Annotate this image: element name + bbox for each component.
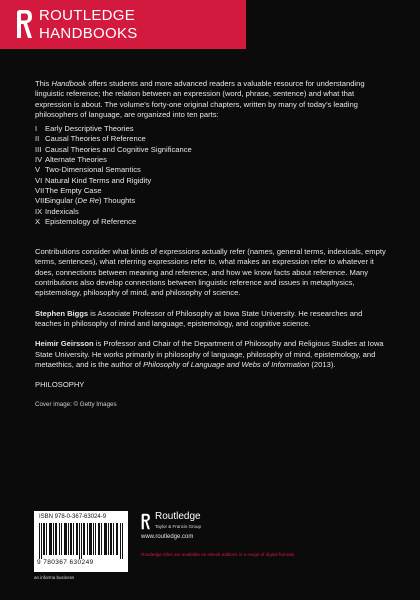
list-item: II Causal Theories of Reference	[35, 134, 146, 144]
parts-list	[35, 124, 390, 227]
series-banner	[0, 0, 246, 49]
publisher-url: www.routledge.com	[141, 534, 194, 540]
routledge-r-logo-icon	[140, 513, 151, 530]
contributions-paragraph: Contributions consider what kinds of expressions actually refer (names, general terms, indexicals, empty terms, sentences), what referring expressions refer to, what makes an expression refer to whatever it does, connections between meaning and reference, and how we know facts about reference. Many contributions also develop connections between linguistic reference and issues in metaphysics, epistemology, philosophy of mind, and philosophy of science.	[35, 247, 386, 298]
list-item: IX Indexicals	[35, 206, 79, 216]
isbn-label: ISBN 978-0-367-63024-9	[39, 514, 107, 520]
list-item: VI Natural Kind Terms and Rigidity	[35, 175, 152, 185]
barcode-icon	[39, 523, 123, 559]
brand-line2: HANDBOOKS	[39, 25, 138, 42]
publisher-name: Routledge	[155, 511, 201, 522]
routledge-r-logo-icon	[14, 9, 34, 39]
blurb	[35, 79, 390, 411]
list-item: V Two-Dimensional Semantics	[35, 165, 141, 175]
ebook-note: Routledge titles are available as eBook editions in a range of digital formats	[141, 552, 295, 557]
informa-tagline: an informa business	[34, 575, 75, 580]
intro-paragraph: This Handbook offers students and more advanced readers a valuable resource for understanding linguistic reference; the relation between an expression (word, phrase, sentence) and what that expression is about. The volume’s forty-one original chapters, written by many of today’s leading philosophers of language, are organized into ten parts:	[35, 79, 365, 119]
publisher-group: Taylor & Francis Group	[155, 524, 202, 529]
editor-bio-biggs: Stephen Biggs is Associate Professor of Philosophy at Iowa State University. He researches and teaches in philosophy of mind and language, epistemology, and cognitive science.	[35, 308, 363, 328]
list-item: VIII Singular (De Re) Thoughts	[35, 196, 136, 206]
cover-image-credit: Cover image: © Getty Images	[35, 401, 117, 409]
list-item: VII The Empty Case	[35, 185, 102, 195]
list-item: X Epistemology of Reference	[35, 216, 137, 226]
list-item: IV Alternate Theories	[35, 155, 107, 165]
list-item: I Early Descriptive Theories	[35, 124, 134, 134]
brand-line1: ROUTLEDGE	[39, 7, 136, 24]
barcode-block	[34, 511, 128, 572]
editor-bio-geirsson: Heimir Geirsson is Professor and Chair of the Department of Philosophy and Religious Studies at Iowa State University. He works primarily in philosophy of language, philosophy of mind, epistemology, and metaethics, and is the author of Philosophy of Language and Webs of Information (2013).	[35, 339, 384, 369]
barcode-digits: 9 780367 630249	[37, 559, 94, 566]
list-item: III Causal Theories and Cognitive Significance	[35, 144, 192, 154]
subject-category: PHILOSOPHY	[35, 380, 85, 390]
